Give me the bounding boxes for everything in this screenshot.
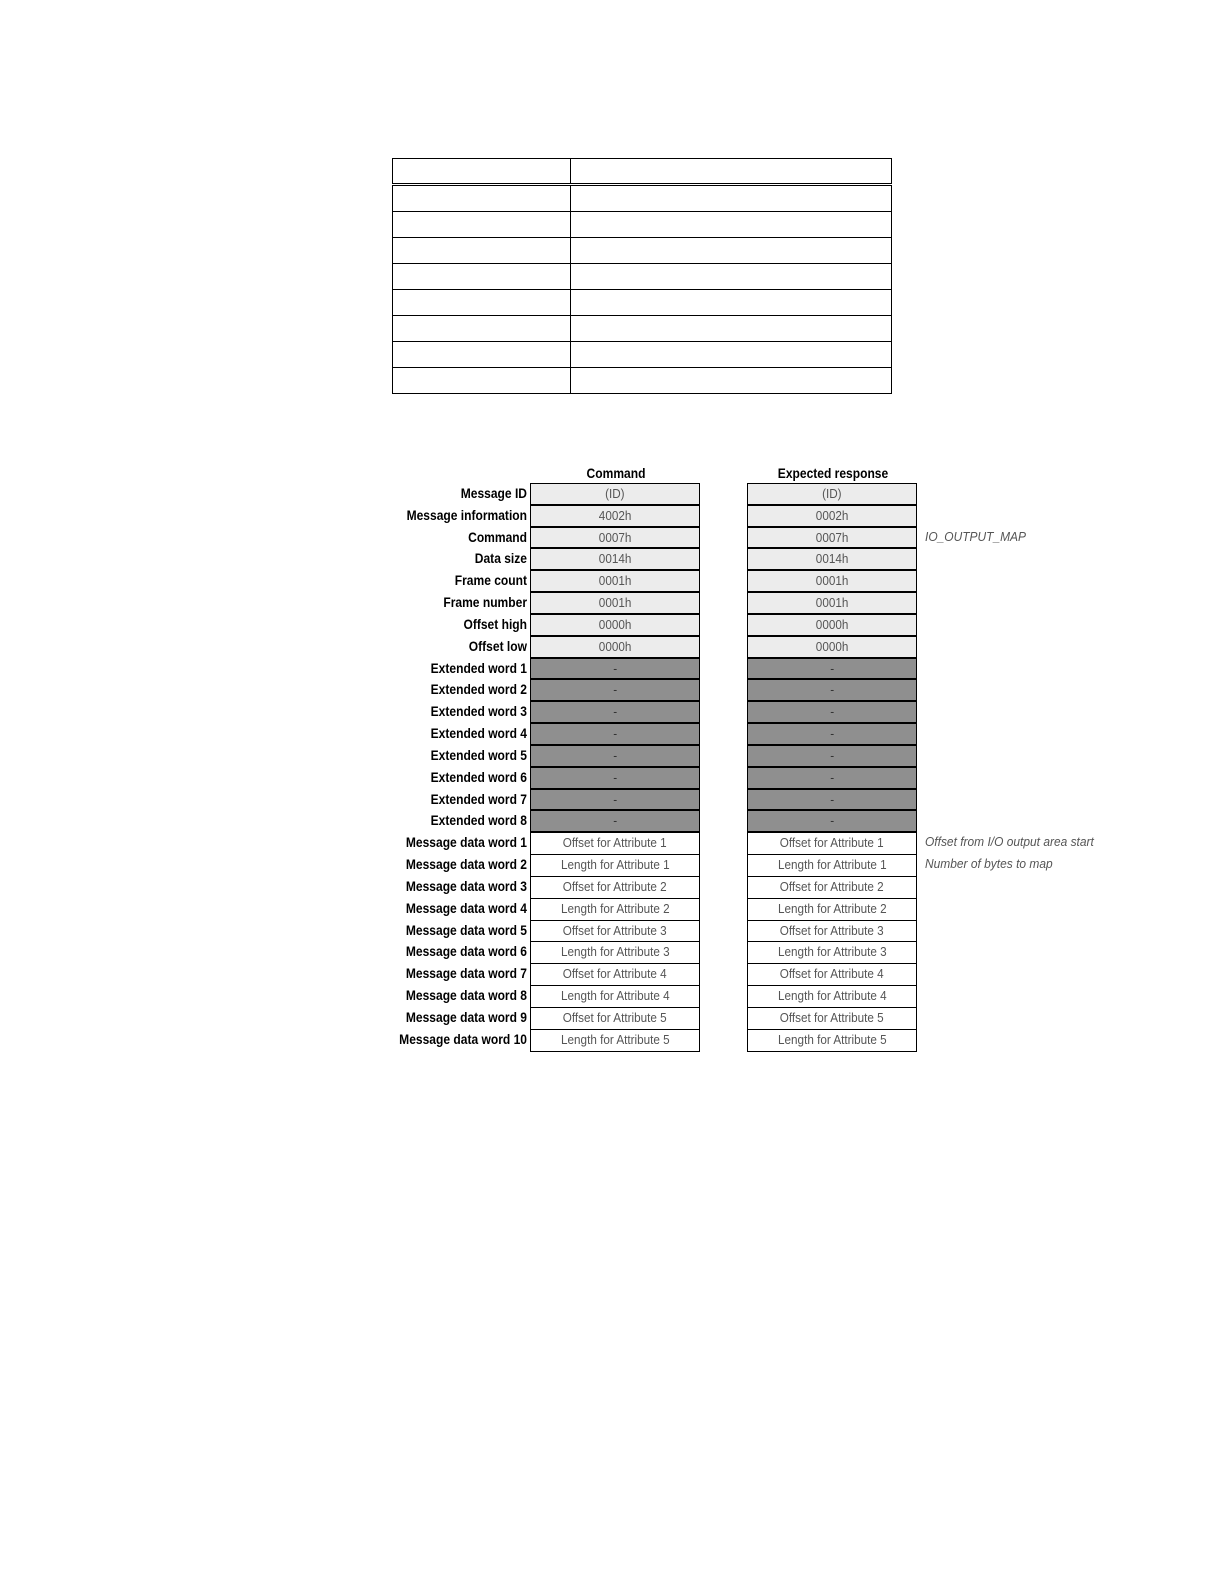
response-cell-text: - xyxy=(830,726,834,742)
command-cell-text: - xyxy=(613,747,617,763)
response-cell xyxy=(747,615,917,637)
table-header-row xyxy=(393,159,892,185)
response-cell xyxy=(747,746,917,768)
command-cell xyxy=(530,986,700,1008)
command-cell-text: 4002h xyxy=(598,507,632,523)
response-cell xyxy=(747,571,917,593)
row-label: Message data word 7 xyxy=(405,965,527,982)
command-cell xyxy=(530,877,700,899)
row-label: Message data word 3 xyxy=(405,877,527,894)
row-label: Message data word 4 xyxy=(405,899,527,916)
row-labels xyxy=(330,483,527,1051)
command-cell-text: Length for Attribute 3 xyxy=(560,944,670,960)
response-cell xyxy=(747,528,917,550)
response-cell-text: - xyxy=(830,813,834,829)
row-label: Frame number xyxy=(443,594,527,611)
row-label: Extended word 5 xyxy=(430,746,527,763)
response-cell-text: Offset for Attribute 2 xyxy=(780,878,884,894)
response-cell-text: - xyxy=(830,747,834,763)
response-cell xyxy=(747,724,917,746)
row-label: Frame count xyxy=(454,572,527,589)
command-cell xyxy=(530,942,700,964)
empty-table xyxy=(392,158,892,394)
command-cell-text: - xyxy=(613,682,617,698)
command-cell-text: - xyxy=(613,791,617,807)
row-label: Message data word 10 xyxy=(399,1030,527,1047)
response-cell-text: 0002h xyxy=(815,507,849,523)
row-label: Message data word 6 xyxy=(405,943,527,960)
row-label: Command xyxy=(468,528,527,545)
command-cell xyxy=(530,659,700,681)
command-cell-text: - xyxy=(613,769,617,785)
response-cell-text: Length for Attribute 2 xyxy=(777,900,887,916)
command-cell xyxy=(530,1030,700,1052)
response-cell-text: 0000h xyxy=(815,638,849,654)
response-cell xyxy=(747,899,917,921)
command-cell xyxy=(530,899,700,921)
response-cell-text: - xyxy=(830,791,834,807)
response-cell xyxy=(747,942,917,964)
command-cell xyxy=(530,790,700,812)
row-label: Message data word 8 xyxy=(405,987,527,1004)
command-cell xyxy=(530,1008,700,1030)
command-cell-text: Offset for Attribute 1 xyxy=(563,835,667,851)
command-cell-text: 0007h xyxy=(598,529,632,545)
command-cell-text: 0000h xyxy=(598,616,632,632)
command-cell-text: Offset for Attribute 4 xyxy=(563,966,667,982)
command-cell-text: Offset for Attribute 3 xyxy=(563,922,667,938)
response-cell-text: 0001h xyxy=(815,573,849,589)
response-cell-text: Length for Attribute 1 xyxy=(777,857,887,873)
command-cell xyxy=(530,593,700,615)
command-cell xyxy=(530,768,700,790)
command-cell-text: 0001h xyxy=(598,595,632,611)
row-label: Offset high xyxy=(463,615,527,632)
response-cell xyxy=(747,790,917,812)
command-cell xyxy=(530,549,700,571)
response-cell-text: - xyxy=(830,769,834,785)
command-cell-text: - xyxy=(613,726,617,742)
command-cell-text: Length for Attribute 2 xyxy=(560,900,670,916)
table-row xyxy=(393,212,892,238)
command-cell-text: - xyxy=(613,704,617,720)
command-cell-text: - xyxy=(613,813,617,829)
response-cell xyxy=(747,702,917,724)
command-cells xyxy=(530,483,700,1052)
response-cell xyxy=(747,986,917,1008)
response-cell xyxy=(747,1030,917,1052)
row-label: Extended word 7 xyxy=(430,790,527,807)
row-label: Extended word 4 xyxy=(430,725,527,742)
row-label: Extended word 3 xyxy=(430,703,527,720)
command-cell xyxy=(530,528,700,550)
command-cell xyxy=(530,964,700,986)
row-label: Offset low xyxy=(468,637,527,654)
response-cell xyxy=(747,484,917,506)
row-label: Data size xyxy=(474,550,527,567)
response-cell xyxy=(747,1008,917,1030)
response-cell xyxy=(747,877,917,899)
table-row xyxy=(393,185,892,212)
row-label: Message data word 2 xyxy=(405,856,527,873)
command-cell-text: Length for Attribute 4 xyxy=(560,988,670,1004)
command-cell xyxy=(530,484,700,506)
command-cell-text: 0000h xyxy=(598,638,632,654)
table-row xyxy=(393,368,892,394)
response-cell xyxy=(747,811,917,833)
response-cell xyxy=(747,964,917,986)
response-cell xyxy=(747,506,917,528)
row-label: Extended word 6 xyxy=(430,768,527,785)
response-cell xyxy=(747,549,917,571)
response-cell-text: - xyxy=(830,682,834,698)
command-cell xyxy=(530,680,700,702)
command-cell xyxy=(530,615,700,637)
table-row xyxy=(393,290,892,316)
response-cell-text: - xyxy=(830,704,834,720)
response-cells xyxy=(747,483,917,1052)
response-cell-text: Length for Attribute 3 xyxy=(777,944,887,960)
response-cell-text: 0007h xyxy=(815,529,849,545)
response-cell-text: (ID) xyxy=(822,486,842,501)
command-note: IO_OUTPUT_MAP xyxy=(925,529,1027,544)
response-cell-text: 0014h xyxy=(815,551,849,567)
command-cell xyxy=(530,746,700,768)
row-label: Message data word 9 xyxy=(405,1008,527,1025)
command-cell xyxy=(530,637,700,659)
command-cell xyxy=(530,506,700,528)
response-cell-text: 0000h xyxy=(815,616,849,632)
response-cell-text: 0001h xyxy=(815,595,849,611)
response-cell-text: Offset for Attribute 3 xyxy=(780,922,884,938)
response-cell xyxy=(747,680,917,702)
response-cell xyxy=(747,637,917,659)
response-cell-text: Offset for Attribute 4 xyxy=(780,966,884,982)
row-label: Message ID xyxy=(460,485,527,501)
command-cell xyxy=(530,571,700,593)
command-cell xyxy=(530,921,700,943)
response-cell-text: Offset for Attribute 1 xyxy=(780,835,884,851)
response-cell xyxy=(747,593,917,615)
command-cell xyxy=(530,811,700,833)
response-cell-text: Length for Attribute 4 xyxy=(777,988,887,1004)
command-cell xyxy=(530,702,700,724)
command-cell-text: Length for Attribute 1 xyxy=(560,857,670,873)
command-cell-text: Length for Attribute 5 xyxy=(560,1031,670,1047)
offset-note: Offset from I/O output area start xyxy=(925,834,1094,849)
command-column-header: Command xyxy=(586,465,646,481)
response-cell xyxy=(747,855,917,877)
response-cell xyxy=(747,921,917,943)
command-cell xyxy=(530,855,700,877)
row-label: Extended word 2 xyxy=(430,681,527,698)
row-label: Message information xyxy=(406,506,527,523)
response-cell-text: - xyxy=(830,660,834,676)
response-cell-text: Length for Attribute 5 xyxy=(777,1031,887,1047)
length-note: Number of bytes to map xyxy=(925,856,1053,871)
row-label: Message data word 5 xyxy=(405,921,527,938)
row-label: Message data word 1 xyxy=(405,834,527,851)
command-cell-text: 0001h xyxy=(598,573,632,589)
command-cell-text: - xyxy=(613,660,617,676)
table-row xyxy=(393,238,892,264)
command-cell-text: Offset for Attribute 2 xyxy=(563,878,667,894)
row-label: Extended word 1 xyxy=(430,659,527,676)
table-row xyxy=(393,342,892,368)
command-cell xyxy=(530,833,700,855)
row-label: Extended word 8 xyxy=(430,812,527,829)
response-cell xyxy=(747,659,917,681)
response-cell xyxy=(747,833,917,855)
table-row xyxy=(393,264,892,290)
response-cell xyxy=(747,768,917,790)
command-cell-text: Offset for Attribute 5 xyxy=(563,1009,667,1025)
response-cell-text: Offset for Attribute 5 xyxy=(780,1009,884,1025)
command-cell-text: (ID) xyxy=(605,486,625,501)
command-cell-text: 0014h xyxy=(598,551,632,567)
response-column-header: Expected response xyxy=(777,465,889,481)
table-row xyxy=(393,316,892,342)
command-cell xyxy=(530,724,700,746)
